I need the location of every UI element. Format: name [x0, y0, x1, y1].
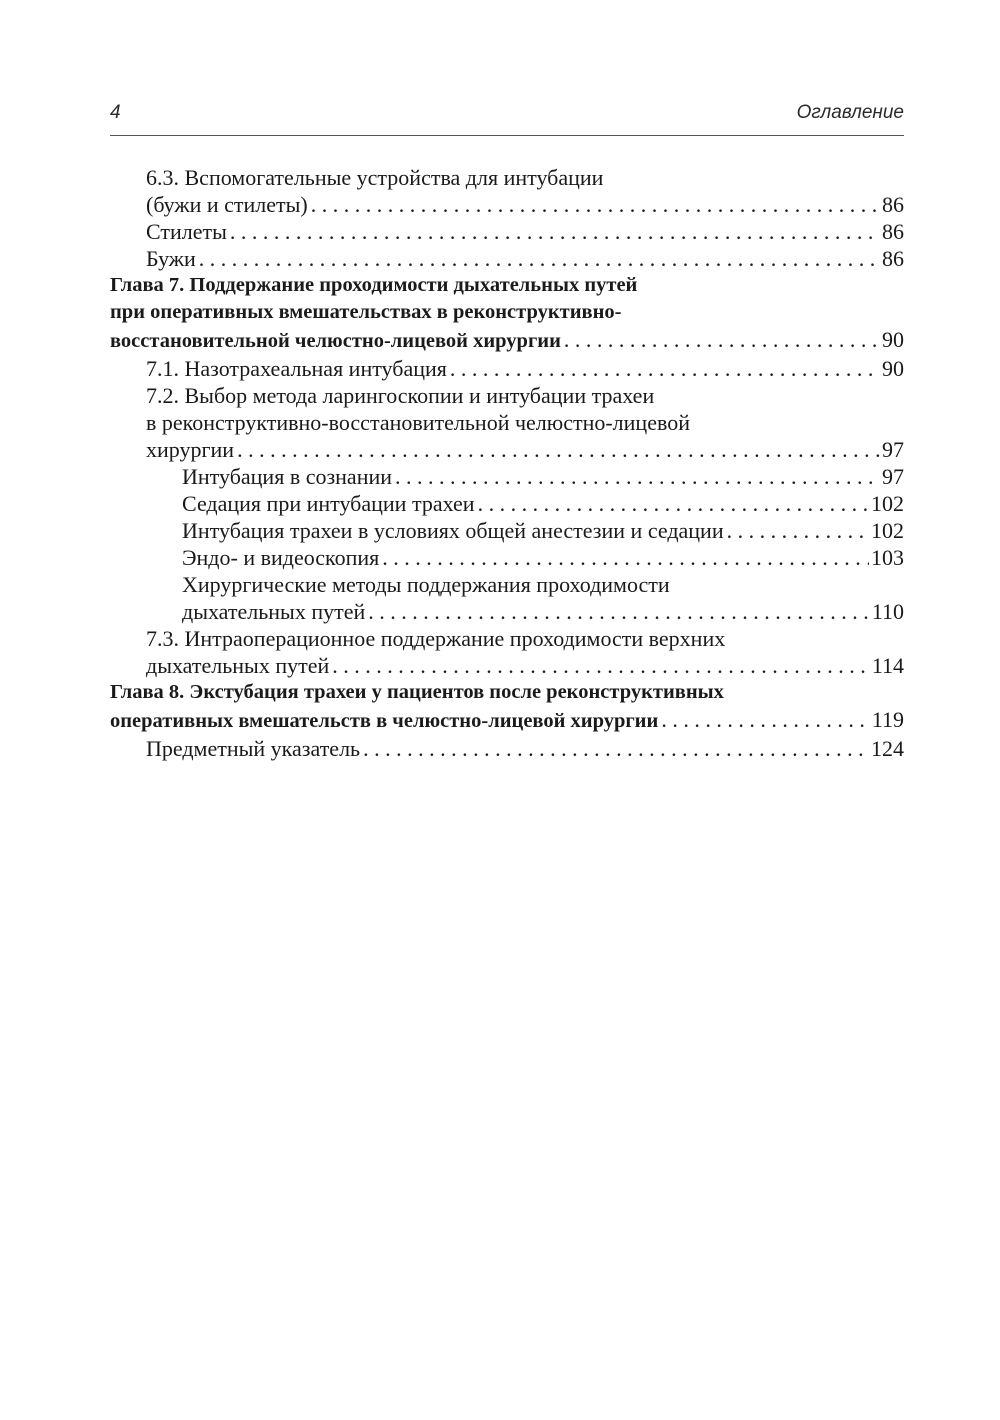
- toc-entry-text: дыхательных путей: [146, 653, 330, 678]
- toc-entry-text: Бужи: [146, 246, 196, 271]
- toc-entry-text: Интубация трахеи в условиях общей анестезии и седации: [182, 518, 724, 543]
- toc-page-number: 86: [882, 246, 904, 271]
- toc-section-entry[interactable]: [110, 218, 904, 245]
- toc-page-number: 90: [882, 356, 904, 381]
- toc-chapter-entry[interactable]: [110, 272, 904, 355]
- toc-page-number: 114: [871, 653, 904, 678]
- toc-entry-text: Предметный указатель: [146, 736, 361, 761]
- dot-leader: [237, 436, 880, 463]
- toc-section-entry[interactable]: [110, 245, 904, 272]
- toc-page-number: 86: [882, 219, 904, 244]
- header-rule: [110, 135, 904, 136]
- toc-entry-text: оперативных вмешательств в челюстно-лицевой хирургии: [110, 710, 659, 732]
- toc-entry-text: восстановительной челюстно-лицевой хирургии: [110, 330, 561, 352]
- dot-leader: [368, 598, 870, 625]
- toc-section-entry[interactable]: [110, 382, 904, 463]
- dot-leader: [363, 735, 869, 762]
- dot-leader: [564, 326, 880, 353]
- toc-page-number: 97: [882, 437, 904, 462]
- toc-entry-text: хирургии: [146, 437, 235, 462]
- toc-subsection-entry[interactable]: [110, 571, 904, 625]
- dot-leader: [311, 191, 880, 218]
- dot-leader: [727, 517, 869, 544]
- toc-entry-text: Глава 8. Экстубация трахеи у пациентов после реконструктивных: [110, 681, 724, 703]
- toc-page-number: 86: [882, 192, 904, 217]
- toc-entry-text: при оперативных вмешательствах в реконструктивно-: [110, 301, 622, 323]
- toc-subsection-entry[interactable]: [110, 463, 904, 490]
- dot-leader: [332, 652, 870, 679]
- dot-leader: [661, 706, 870, 733]
- toc-entry-text: 7.1. Назотрахеальная интубация: [146, 356, 447, 381]
- toc-page-number: 110: [871, 599, 904, 624]
- toc-subsection-entry[interactable]: [110, 490, 904, 517]
- toc-section-entry[interactable]: [110, 164, 904, 218]
- toc-entry-text: Глава 7. Поддержание проходимости дыхательных путей: [110, 274, 638, 296]
- running-title: Оглавление: [796, 102, 904, 123]
- dot-leader: [478, 490, 869, 517]
- toc-entry-text: Хирургические методы поддержания проходимости: [182, 572, 670, 597]
- toc-entry-text: 7.2. Выбор метода ларингоскопии и интубации трахеи: [146, 383, 655, 408]
- toc-entry-text: 6.3. Вспомогательные устройства для интубации: [146, 165, 604, 190]
- toc-entry-text: (бужи и стилеты): [146, 192, 308, 217]
- toc-section-entry[interactable]: [110, 735, 904, 762]
- dot-leader: [395, 463, 880, 490]
- toc-chapter-entry[interactable]: [110, 679, 904, 735]
- toc-page-number: 97: [882, 464, 904, 489]
- toc-page-number: 119: [871, 707, 904, 732]
- toc-section-entry[interactable]: [110, 625, 904, 679]
- dot-leader: [450, 355, 880, 382]
- dot-leader: [382, 544, 869, 571]
- toc-subsection-entry[interactable]: [110, 544, 904, 571]
- toc-entry-text: дыхательных путей: [182, 599, 366, 624]
- page-header: [110, 98, 904, 128]
- toc-page-number: 102: [871, 518, 904, 543]
- page-number: 4: [110, 102, 121, 123]
- dot-leader: [199, 245, 880, 272]
- toc-page-number: 90: [882, 327, 904, 352]
- toc-page-number: 124: [871, 736, 904, 761]
- toc-entry-text: Стилеты: [146, 219, 227, 244]
- toc-page-number: 102: [871, 491, 904, 516]
- dot-leader: [230, 218, 880, 245]
- toc-page-number: 103: [871, 545, 904, 570]
- toc-section-entry[interactable]: [110, 355, 904, 382]
- toc-entry-text: в реконструктивно-восстановительной челюстно-лицевой: [146, 410, 690, 435]
- toc-entry-text: Интубация в сознании: [182, 464, 393, 489]
- table-of-contents: [110, 164, 904, 762]
- toc-entry-text: Эндо- и видеоскопия: [182, 545, 380, 570]
- toc-subsection-entry[interactable]: [110, 517, 904, 544]
- toc-entry-text: 7.3. Интраоперационное поддержание проходимости верхних: [146, 626, 726, 651]
- toc-entry-text: Седация при интубации трахеи: [182, 491, 475, 516]
